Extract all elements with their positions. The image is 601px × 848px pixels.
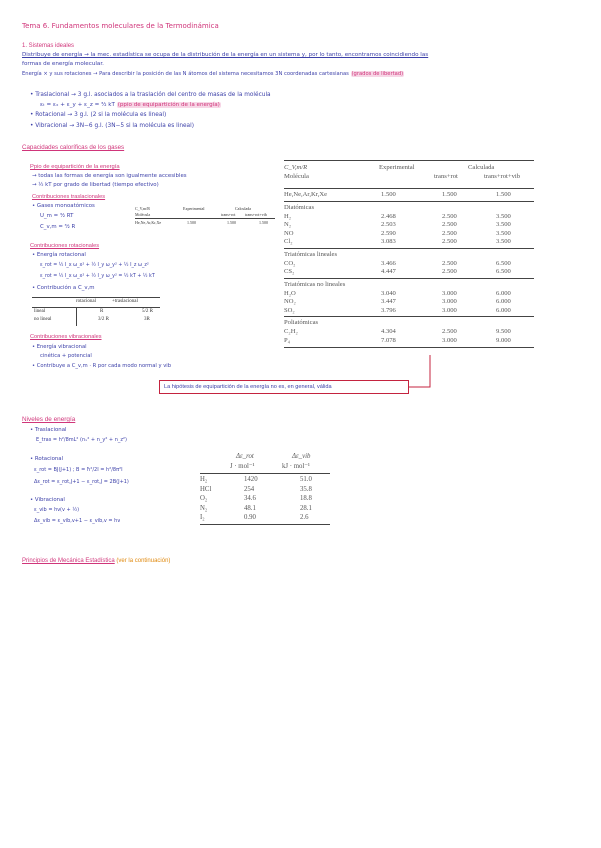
- text-line: • Contribución a C_v,m: [32, 285, 95, 291]
- footer-link[interactable]: Principios de Mecánica Estadística: [22, 558, 115, 564]
- col-header: trans+rot: [434, 173, 458, 180]
- cell: He,Ne,Ar,Kr,Xe: [135, 220, 162, 225]
- cell: 3.447: [381, 298, 396, 305]
- col-header: trans+rot: [221, 212, 236, 217]
- cell: 5/2 R: [142, 309, 153, 314]
- bullet-traslacional: • Traslacional → 3 g.l. asociados a la traslación del centro de masas de la molécula: [30, 92, 271, 98]
- note-text: La hipótesis de equipartición de la energía no es, en general, válida: [164, 384, 332, 390]
- text-line: • Rotacional: [30, 456, 64, 462]
- cell: NO₂: [284, 298, 296, 305]
- equation-line: C_v,m = ³⁄₂ R: [40, 224, 76, 230]
- cell: 3R: [144, 317, 150, 322]
- cell: 3.500: [496, 238, 511, 245]
- table-row: [200, 503, 330, 513]
- cell: 1.500: [187, 220, 196, 225]
- text-line: • Gases monoatómicos: [32, 203, 95, 209]
- cell: NO: [284, 229, 294, 237]
- text-line: cinética + potencial: [40, 353, 92, 359]
- text-line: • Traslacional: [30, 427, 67, 433]
- bullet-vibracional: • Vibracional → 3N−6 g.l. (3N−5 si la molécula es lineal): [30, 123, 194, 129]
- cell: 3.040: [381, 289, 396, 297]
- cell: H₂: [284, 212, 292, 220]
- cell: R: [100, 309, 104, 314]
- cell: 3.083: [381, 238, 396, 245]
- cell: 2.468: [381, 212, 396, 220]
- cell: 2.500: [442, 238, 457, 245]
- subheading: Contribuciones rotacionales: [30, 243, 100, 249]
- cell: 2.500: [442, 221, 457, 228]
- group-name: Triatómicas lineales: [284, 250, 338, 258]
- group-name: Poliatómicas: [284, 319, 319, 326]
- paragraph-line: formas de energía molecular.: [22, 61, 104, 67]
- cell: 6.000: [496, 289, 511, 297]
- cell: I₂: [200, 514, 205, 521]
- cell: 3.000: [442, 306, 457, 314]
- col-header: C_V,m/R: [284, 164, 308, 171]
- cell: 1420: [244, 476, 258, 483]
- cell: O₂: [200, 495, 208, 502]
- equation-line: ε_rot = ½ I_x ω_x² + ½ I_y ω_y² = ½ kT + ½ kT: [40, 274, 155, 279]
- cell: 35.8: [300, 485, 312, 493]
- text-line: • Energía rotacional: [32, 252, 86, 258]
- page-title-text: Tema 6. Fundamentos moleculares de la Termodinámica: [22, 22, 219, 30]
- cell: 1.500: [442, 191, 457, 198]
- highlight-degrees-of-freedom: (grados de libertad): [351, 71, 404, 77]
- section-heading-heat-capacities: Capacidades caloríficas de los gases: [22, 144, 125, 151]
- equation-text: εₜ = εₓ + ε_y + ε_z = ³⁄₂ kT: [40, 102, 115, 108]
- cell: 2.503: [381, 221, 396, 228]
- paragraph-text: Energía × y sus rotaciones → Para describir la posición de las N átomos del sistema necesitamos 3N coordenadas cartesianas: [22, 71, 349, 77]
- col-header: +traslacional: [112, 299, 138, 304]
- footer-line: [22, 558, 170, 564]
- cell: 1.500: [259, 220, 268, 225]
- cell: 3.000: [442, 298, 457, 305]
- cell: 2.6: [300, 514, 309, 521]
- cell: 9.500: [496, 328, 511, 335]
- cell: H₂: [200, 476, 208, 483]
- cell: HCl: [200, 485, 212, 493]
- cell: 2.590: [381, 229, 396, 237]
- col-header: trans+rot+vib: [245, 212, 267, 217]
- cell: 3.000: [442, 289, 457, 297]
- cell: 6.000: [496, 298, 511, 305]
- cell: H₂O: [284, 289, 296, 297]
- cell: 3/2 R: [98, 317, 109, 322]
- col-header: Molécula: [135, 212, 151, 217]
- table-row: [200, 484, 330, 494]
- subheading: Contribuciones traslacionales: [32, 194, 106, 200]
- col-header: Calculada: [235, 206, 251, 211]
- cell: 3.466: [381, 259, 396, 267]
- cell: SO₂: [284, 306, 295, 314]
- equation-line: ε_rot = ½ I_x ω_x² + ½ I_y ω_y² + ½ I_z ω_z²: [40, 263, 149, 268]
- cell: 18.8: [300, 495, 312, 502]
- cell: 1.500: [381, 191, 396, 198]
- cell: 3.796: [381, 306, 396, 314]
- table-row: [200, 512, 330, 522]
- equation-line: ε_rot = BJ(J+1) ; B = ħ²/2I = h²/8π²I: [34, 467, 123, 473]
- cell: 6.500: [496, 268, 511, 275]
- cell: 2.500: [442, 259, 457, 267]
- text-line: • Vibracional: [30, 497, 65, 503]
- divider: [200, 524, 330, 525]
- cell: 6.500: [496, 259, 511, 267]
- cell: N₂: [284, 221, 292, 228]
- col-header: Calculada: [468, 164, 495, 171]
- text-line: • Contribuye a C_v,m · R por cada modo normal y vib: [32, 363, 171, 369]
- cell: 4.447: [381, 268, 396, 275]
- cell: 28.1: [300, 504, 312, 512]
- cell: 254: [244, 485, 255, 493]
- cell: no lineal: [34, 317, 52, 322]
- cell: C₂H₂: [284, 328, 298, 335]
- section-heading-ideal: 1. Sistemas ideales: [22, 43, 75, 49]
- cell: P₄: [284, 336, 290, 344]
- section-heading-energy-levels: Niveles de energía: [22, 416, 76, 423]
- subheading: Contribuciones vibracionales: [30, 334, 102, 340]
- equation-line: Δε_vib = ε_vib,v+1 − ε_vib,v = hν: [34, 518, 121, 524]
- text-line: → todas las formas de energía son igualmente accesibles: [32, 173, 187, 179]
- equation-line: U_m = ³⁄₂ RT: [40, 213, 74, 219]
- subheading: Ppio de equipartición de la energía: [30, 164, 120, 170]
- cell: 2.500: [442, 229, 457, 237]
- cell: 2.500: [442, 268, 457, 275]
- note-box: [159, 380, 409, 394]
- col-header: kJ · mol⁻¹: [282, 463, 310, 470]
- col-header: Δε_rot: [236, 453, 254, 460]
- cell: 0.90: [244, 514, 256, 521]
- col-header: Δε_vib: [292, 453, 311, 460]
- cell: 3.500: [496, 212, 511, 220]
- group-name: Triatómicas no lineales: [284, 280, 346, 288]
- col-header: Experimental: [183, 206, 205, 211]
- cell: He,Ne,Ar,Kr,Xe: [284, 191, 328, 198]
- group-name: Diatómicas: [284, 203, 315, 211]
- cell: 1.500: [496, 191, 511, 198]
- cell: 2.500: [442, 212, 457, 220]
- col-header: rotacional: [76, 299, 96, 304]
- table-row: [200, 474, 330, 484]
- energy-spacing-table: [200, 450, 330, 525]
- cell: 3.500: [496, 229, 511, 237]
- cell: 2.500: [442, 328, 457, 335]
- cell: lineal: [34, 309, 46, 314]
- text-line: → ½ kT por grado de libertad (tiempo efectivo): [32, 182, 159, 188]
- col-header: trans+rot+vib: [484, 173, 521, 180]
- col-header: C_V,m/R: [135, 206, 150, 211]
- equation-line: E_tras = h²/8mL² (nₓ² + n_y² + n_z²): [36, 437, 127, 443]
- cell: CO₂: [284, 259, 296, 267]
- bullet-rotacional: • Rotacional → 3 g.l. (2 si la molécula es lineal): [30, 112, 167, 118]
- table-row: [200, 493, 330, 503]
- cell: 3.000: [442, 336, 457, 344]
- cell: 1.500: [227, 220, 236, 225]
- energy-table-body: [200, 474, 330, 525]
- cell: 34.6: [244, 495, 256, 502]
- cell: 9.000: [496, 336, 511, 344]
- paragraph-line: Distribuye de energía → la mec. estadística se ocupa de la distribución de la energía en un sistema y, por lo tanto, encontramos coincidiendo las: [22, 52, 429, 58]
- equation-line: Δε_rot = ε_rot,J+1 − ε_rot,J = 2B(J+1): [34, 479, 129, 485]
- cell: 6.000: [496, 306, 511, 314]
- cell: 3.500: [496, 221, 511, 228]
- cell: 4.304: [381, 328, 396, 335]
- col-header: J · mol⁻¹: [230, 463, 255, 470]
- equation-line: ε_vib = hν(v + ½): [34, 507, 80, 513]
- cell: CS₂: [284, 268, 295, 275]
- col-header: Molécula: [284, 173, 309, 180]
- cell: 51.0: [300, 476, 312, 483]
- cell: Cl₂: [284, 238, 293, 245]
- cell: N₂: [200, 504, 208, 512]
- text-line: • Energía vibracional: [32, 344, 87, 350]
- cell: 48.1: [244, 504, 256, 512]
- cell: 7.078: [381, 336, 396, 344]
- highlight-equipartition: (ppio de equipartición de la energía): [117, 102, 220, 108]
- col-header: Experimental: [379, 164, 415, 171]
- footer-note: (ver la continuación): [116, 558, 171, 564]
